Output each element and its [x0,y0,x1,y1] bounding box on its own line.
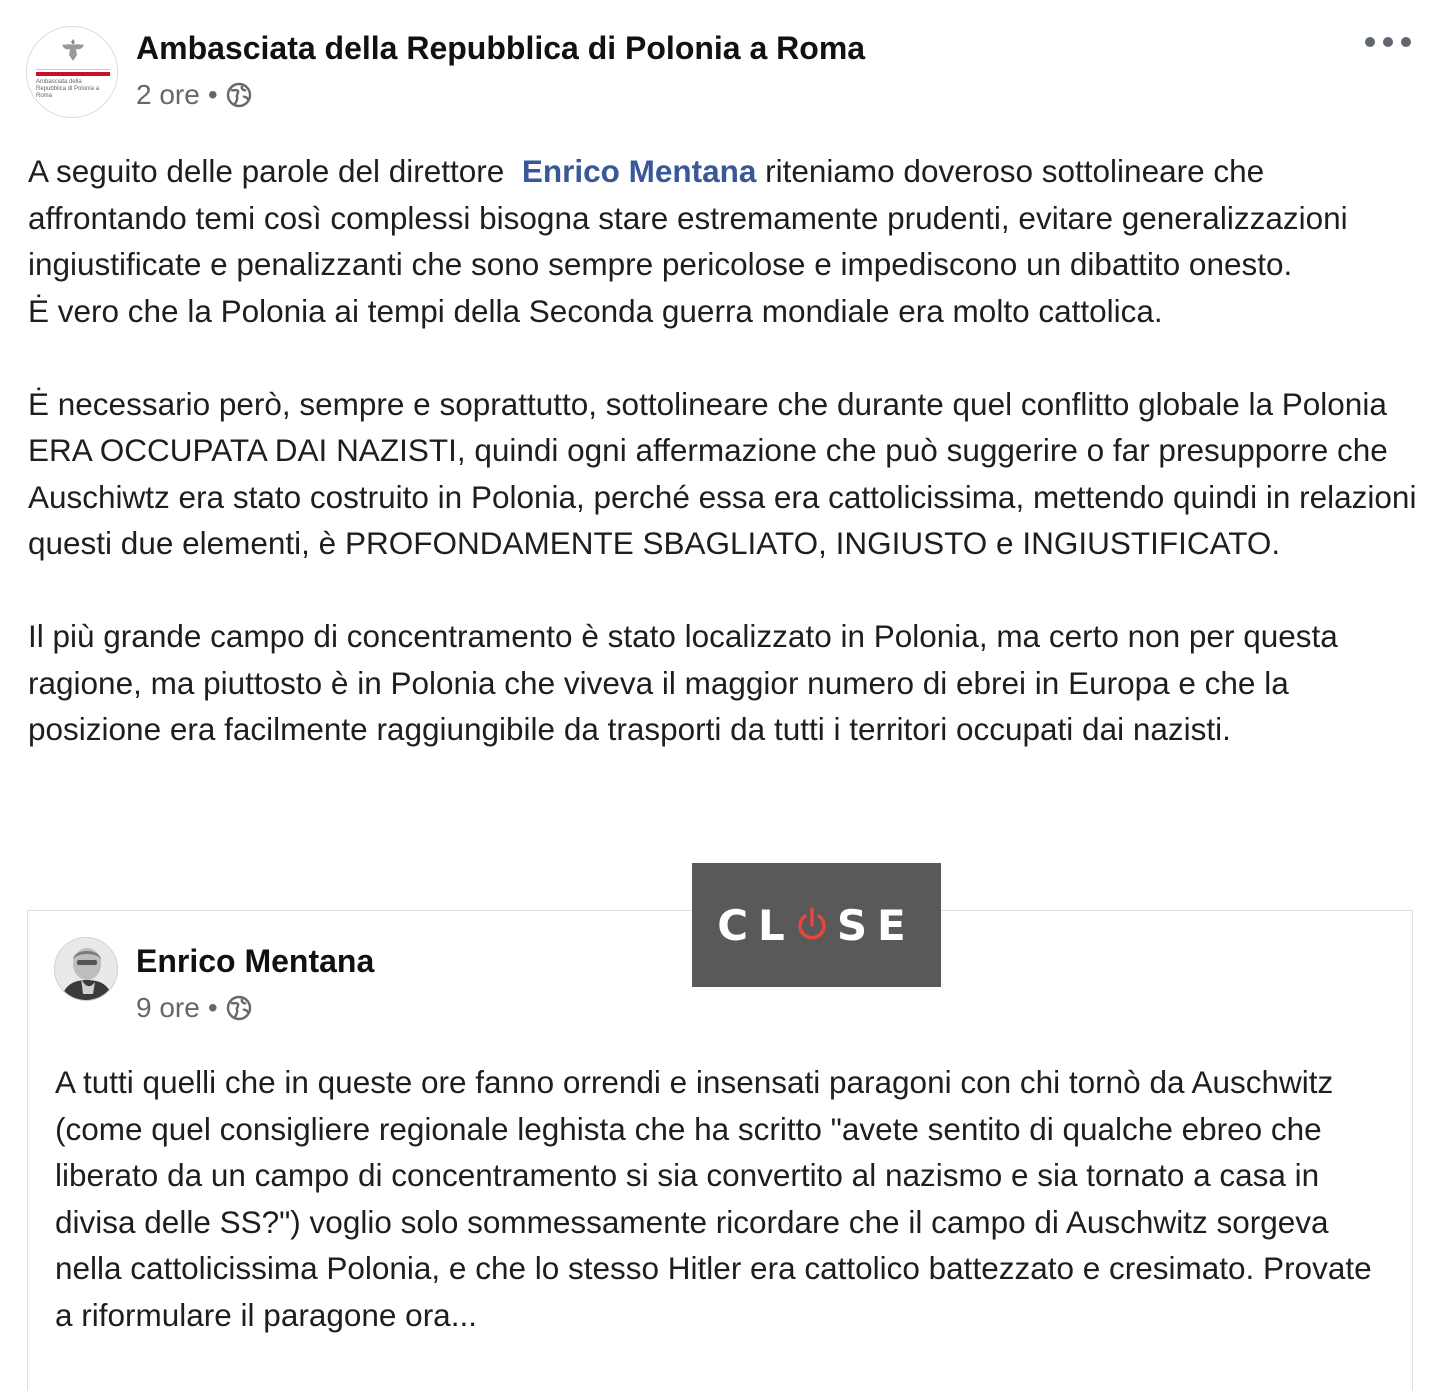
post-text: riteniamo doveroso sottolineare che affrontando temi così complessi bisogna stare estremamente prudenti, evitare generalizzazioni ingiustificate e penalizzanti che sono sempre pericolose e impediscono un dibattito onesto. [28,153,1348,282]
more-dot [1383,37,1393,47]
close-label [717,901,916,950]
shared-post-meta [136,991,252,1025]
post-paragraph [28,148,1420,288]
globe-icon[interactable] [226,995,252,1021]
globe-icon[interactable] [226,82,252,108]
shared-post-author[interactable]: Enrico Mentana [136,943,375,979]
more-dot [1365,37,1375,47]
paragraph-gap [28,567,1420,614]
close-button[interactable] [692,863,941,987]
paragraph-gap [28,334,1420,381]
post-paragraph: Il più grande campo di concentramento è stato localizzato in Polonia, ma certo non per questa ragione, ma piuttosto è in Polonia che viveva il maggior numero di ebrei in Europa e che la posizione era facilmente raggiungibile da trasporti da tutti i territori occupati dai nazisti. [28,618,1338,747]
post-body [28,148,1420,753]
post-time[interactable]: 2 ore [136,79,200,110]
close-text-start: CL [717,900,795,950]
embassy-avatar[interactable] [26,26,118,118]
post-author[interactable]: Ambasciata della Repubblica di Polonia a Roma [136,30,866,66]
post-paragraph: Ė necessario però, sempre e soprattutto, sottolineare che durante quel conflitto globale la Polonia ERA OCCUPATA DAI NAZISTI, quindi ogni affermazione che può suggerire o far presupporre che Auschiwtz era stato costruito in Polonia, perché essa era cattolicissima, mettendo quindi in relazioni questi due elementi, è PROFONDAMENTE SBAGLIATO, INGIUSTO e INGIUSTIFICATO. [28,385,1417,561]
meta-separator: • [207,79,218,110]
shared-post-time[interactable]: 9 ore [136,992,200,1023]
polish-flag-stripe [36,69,110,76]
post-paragraph: Ė vero che la Polonia ai tempi della Seconda guerra mondiale era molto cattolica. [28,292,1163,329]
close-text-end: SE [836,900,916,950]
power-icon [795,905,829,945]
mention-link[interactable]: Enrico Mentana [521,153,757,189]
post-text: A seguito delle parole del direttore [28,153,522,189]
shared-post-body: A tutti quelli che in queste ore fanno orrendi e insensati paragoni con chi tornò da Auschwitz (come quel consigliere regionale leghista che ha scritto "avete sentito di qualche ebreo che liberato da un campo di concentramento si sia convertito al nazismo e sia tornato a casa in divisa delle SS?") voglio solo sommessamente ricordare che il campo di Auschwitz sorgeva nella cattolicissima Polonia, e che lo stesso Hitler era cattolico battezzato e cresimato. Provate a riformulare il paragone ora... [55,1064,1372,1333]
person-photo-icon [55,938,118,1001]
mentana-avatar[interactable] [54,937,118,1001]
avatar-caption: Ambasciata della Repubblica di Polonia a Roma [36,79,100,99]
more-options-icon[interactable] [1365,30,1411,54]
post-meta [136,78,252,112]
more-dot [1401,37,1411,47]
meta-separator: • [207,992,218,1023]
eagle-emblem-icon [61,37,85,63]
